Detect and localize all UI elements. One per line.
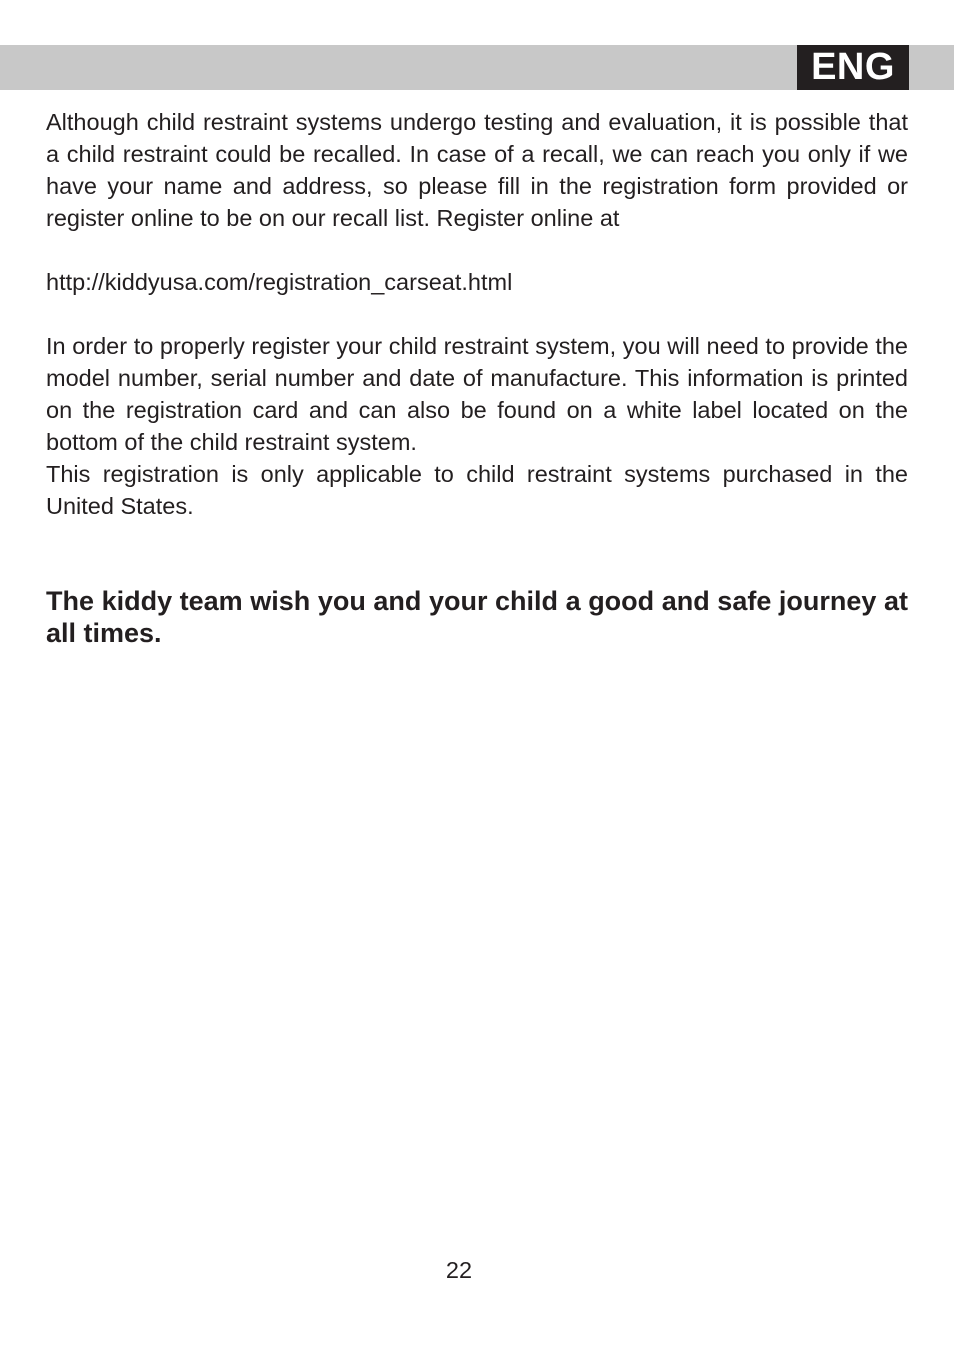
recall-paragraph: Although child restraint systems undergo testing and evaluation, it is possible that a child restraint could be recalled. In case of a recall, we can reach you only if we have your name and address, so please fill in the registration form provided or register online to be on our recall list. Register online at	[46, 109, 908, 231]
registration-url: http://kiddyusa.com/registration_carseat.html	[46, 269, 513, 295]
page-number: 22	[445, 1257, 473, 1283]
document-body	[46, 106, 908, 649]
language-badge: ENG	[797, 45, 909, 90]
registration-info-paragraph: In order to properly register your child restraint system, you will need to provide the model number, serial number and date of manufacture. This information is printed on the registration card and can also be found on a white label located on the bottom of the child restraint system.	[46, 333, 908, 455]
us-only-paragraph: This registration is only applicable to child restraint systems purchased in the United States.	[46, 461, 908, 519]
closing-statement: The kiddy team wish you and your child a good and safe journey at all times.	[46, 586, 908, 648]
